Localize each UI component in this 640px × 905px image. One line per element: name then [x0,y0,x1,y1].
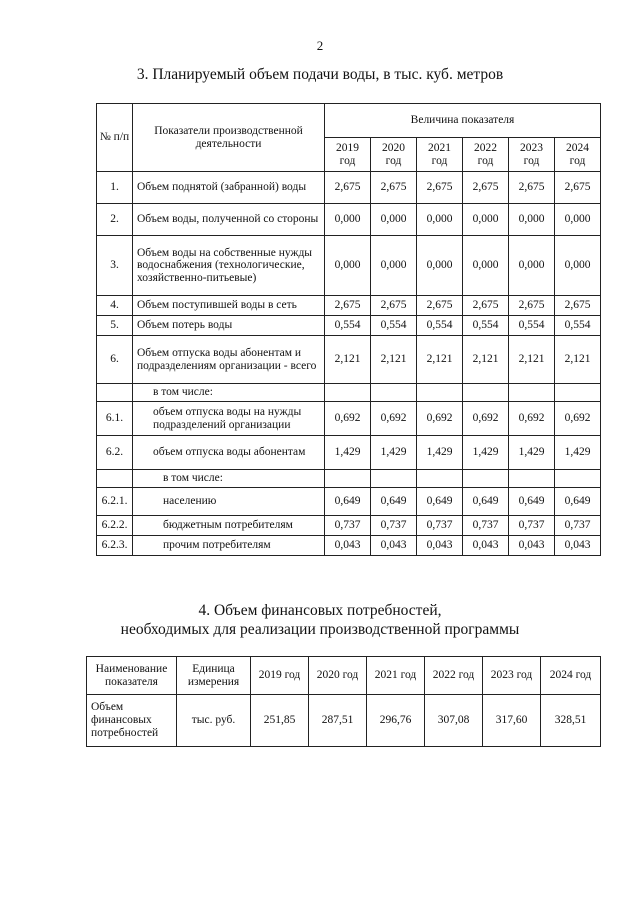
row-number: 4. [97,296,133,316]
table-row [97,384,601,402]
value-cell: 0,649 [555,488,601,516]
value-cell: 0,000 [325,236,371,296]
value-cell: 2,675 [417,172,463,204]
value-cell [555,384,601,402]
row-number: 6.2.3. [97,536,133,556]
year-header: 2024 год [555,138,601,172]
value-cell: 0,649 [371,488,417,516]
value-cell: 0,737 [555,516,601,536]
table-row [97,316,601,336]
header-name: Наименование показателя [87,657,177,695]
value-cell: 0,000 [509,236,555,296]
value-cell: 0,737 [417,516,463,536]
header-num: № п/п [97,104,133,172]
value-cell: 0,649 [417,488,463,516]
value-cell: 0,000 [371,236,417,296]
row-number: 6. [97,336,133,384]
value-cell: 1,429 [463,436,509,470]
year-header: 2021 год [367,657,425,695]
value-cell: 0,043 [555,536,601,556]
section-4-title [0,601,640,639]
table-row [97,296,601,316]
value-cell: 2,121 [325,336,371,384]
row-label: в том числе: [133,384,325,402]
value-cell [417,384,463,402]
page-number: 2 [316,38,324,53]
row-label: Объем поднятой (забранной) воды [133,172,325,204]
value-cell [325,470,371,488]
value-cell: 0,554 [555,316,601,336]
row-number [97,470,133,488]
value-cell: 0,692 [325,402,371,436]
value-cell: 2,675 [509,296,555,316]
row-label: объем отпуска воды абонентам [133,436,325,470]
value-cell: 0,649 [509,488,555,516]
value-cell: 0,043 [509,536,555,556]
value-cell: 2,675 [371,172,417,204]
value-cell: 2,675 [463,296,509,316]
year-header: 2023 год [483,657,541,695]
value-cell: 0,737 [509,516,555,536]
value-cell: 1,429 [371,436,417,470]
year-header: 2022 год [425,657,483,695]
table-row [97,236,601,296]
row-label: Объем воды, полученной со стороны [133,204,325,236]
value-cell: 0,692 [371,402,417,436]
row-number: 1. [97,172,133,204]
section-4-title-line-1: 4. Объем финансовых потребностей, [198,602,442,619]
value-cell: 307,08 [425,695,483,747]
value-cell: 0,737 [325,516,371,536]
value-cell: 0,000 [417,236,463,296]
row-number: 3. [97,236,133,296]
value-cell: 2,675 [371,296,417,316]
value-cell: 2,675 [325,296,371,316]
value-cell [325,384,371,402]
header-value-group: Величина показателя [325,104,601,138]
value-cell: 0,000 [417,204,463,236]
value-cell: 2,675 [555,172,601,204]
row-label: Объем отпуска воды абонентам и подразделениям организации - всего [133,336,325,384]
value-cell: 0,692 [555,402,601,436]
value-cell [371,384,417,402]
value-cell: 0,692 [509,402,555,436]
year-header: 2021 год [417,138,463,172]
value-cell: 0,692 [417,402,463,436]
value-cell: 0,000 [509,204,555,236]
value-cell: 0,737 [463,516,509,536]
table-row [97,436,601,470]
row-label: Объем поступившей воды в сеть [133,296,325,316]
row-number: 6.1. [97,402,133,436]
value-cell: 0,554 [509,316,555,336]
row-label: Объем воды на собственные нужды водоснабжения (технологические, хозяйственно-питьевые) [133,236,325,296]
value-cell: 296,76 [367,695,425,747]
value-cell [463,470,509,488]
value-cell: 251,85 [251,695,309,747]
value-cell: 0,043 [417,536,463,556]
table-row [97,536,601,556]
value-cell: 2,121 [417,336,463,384]
value-cell [555,470,601,488]
row-unit: тыс. руб. [177,695,251,747]
row-label: прочим потребителям [133,536,325,556]
table-row [97,204,601,236]
section-4-title-line-2: необходимых для реализации производственной программы [120,621,520,638]
row-number: 5. [97,316,133,336]
value-cell: 0,000 [463,236,509,296]
table-row [97,172,601,204]
value-cell: 2,675 [555,296,601,316]
table-row [97,402,601,436]
value-cell: 317,60 [483,695,541,747]
value-cell: 328,51 [541,695,601,747]
section-3-title: 3. Планируемый объем подачи воды, в тыс. куб. метров [136,66,504,83]
table-row [97,516,601,536]
row-number: 6.2.2. [97,516,133,536]
value-cell: 0,000 [463,204,509,236]
row-name: Объем финансовых потребностей [87,695,177,747]
value-cell: 0,649 [463,488,509,516]
value-cell: 0,000 [555,236,601,296]
value-cell: 0,554 [417,316,463,336]
row-label: Объем потерь воды [133,316,325,336]
row-number: 6.2.1. [97,488,133,516]
value-cell: 2,675 [509,172,555,204]
value-cell: 0,000 [325,204,371,236]
year-header: 2019 год [251,657,309,695]
value-cell: 2,121 [371,336,417,384]
value-cell: 0,554 [325,316,371,336]
row-label: объем отпуска воды на нужды подразделений организации [133,402,325,436]
value-cell: 0,554 [463,316,509,336]
row-number [97,384,133,402]
year-header: 2019 год [325,138,371,172]
table-row [97,470,601,488]
value-cell: 0,043 [371,536,417,556]
row-number: 2. [97,204,133,236]
table-row [97,336,601,384]
year-header: 2024 год [541,657,601,695]
value-cell [509,470,555,488]
value-cell: 1,429 [509,436,555,470]
value-cell: 2,121 [509,336,555,384]
value-cell: 1,429 [325,436,371,470]
value-cell: 0,737 [371,516,417,536]
row-label: в том числе: [133,470,325,488]
value-cell: 2,121 [555,336,601,384]
year-header: 2020 год [309,657,367,695]
year-header: 2023 год [509,138,555,172]
table-row [97,488,601,516]
value-cell: 2,675 [463,172,509,204]
financial-needs-table [86,656,601,747]
value-cell: 0,043 [325,536,371,556]
value-cell: 1,429 [555,436,601,470]
header-unit: Единица измерения [177,657,251,695]
value-cell: 0,692 [463,402,509,436]
value-cell: 0,554 [371,316,417,336]
value-cell: 0,000 [555,204,601,236]
row-number: 6.2. [97,436,133,470]
value-cell [417,470,463,488]
water-supply-table [96,103,601,556]
row-label: населению [133,488,325,516]
year-header: 2020 год [371,138,417,172]
row-label: бюджетным потребителям [133,516,325,536]
value-cell: 1,429 [417,436,463,470]
year-header: 2022 год [463,138,509,172]
value-cell [463,384,509,402]
value-cell: 2,121 [463,336,509,384]
value-cell [371,470,417,488]
value-cell: 2,675 [417,296,463,316]
value-cell: 0,649 [325,488,371,516]
header-indicator: Показатели производственной деятельности [133,104,325,172]
value-cell: 287,51 [309,695,367,747]
value-cell: 0,043 [463,536,509,556]
value-cell [509,384,555,402]
value-cell: 2,675 [325,172,371,204]
value-cell: 0,000 [371,204,417,236]
